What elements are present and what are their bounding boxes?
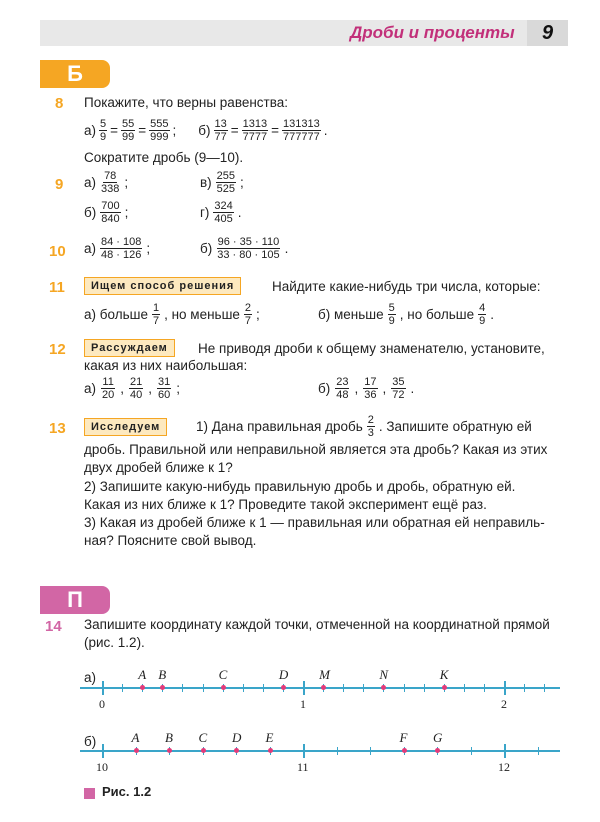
minor-tick xyxy=(484,684,485,692)
fraction: $\frac{84 \cdot 108}{48 \cdot 126}$ xyxy=(101,236,142,261)
point-label: C xyxy=(198,730,208,745)
task9-v: в) $\frac{255}{525}$ ; xyxy=(200,170,244,195)
point-marker xyxy=(268,748,273,753)
major-tick xyxy=(504,681,506,695)
fraction: $\frac{11}{20}$ xyxy=(102,376,115,401)
task-number: 9 xyxy=(55,176,64,193)
item-label: а) xyxy=(84,123,97,138)
task-number: 12 xyxy=(49,341,66,358)
point-label: K xyxy=(439,667,449,682)
reasoning-label: Рассуждаем xyxy=(84,339,175,357)
task13-line4: 2) Запишите какую-нибудь правильную дробь и дробь, обратную ей. xyxy=(84,479,516,494)
line-b-label: б) xyxy=(84,734,97,749)
task9-g: г) $\frac{324}{405}$ . xyxy=(200,200,242,225)
fraction: $\frac{4}{9}$ xyxy=(479,302,486,327)
major-tick xyxy=(102,681,104,695)
fraction: $\frac{31}{60}$ xyxy=(158,376,171,401)
major-tick xyxy=(303,681,305,695)
line-a-label: а) xyxy=(84,670,97,685)
point-label: F xyxy=(399,730,408,745)
point-label: B xyxy=(165,730,173,745)
caption-marker xyxy=(84,788,95,799)
fraction: $\frac{5}{9}$ xyxy=(100,118,107,143)
task-number: 14 xyxy=(45,618,62,635)
fraction: $\frac{13}{77}$ xyxy=(214,118,227,143)
reduce-instruction: Сократите дробь (9—10). xyxy=(84,150,244,165)
explore-label: Исследуем xyxy=(84,418,167,436)
point-label: D xyxy=(278,667,289,682)
point-marker xyxy=(281,685,286,690)
point-marker xyxy=(201,748,206,753)
major-tick xyxy=(102,744,104,758)
point-marker xyxy=(160,685,165,690)
point-marker xyxy=(221,685,226,690)
minor-tick xyxy=(263,684,264,692)
fraction: $\frac{1313}{7777}$ xyxy=(242,118,268,143)
minor-tick xyxy=(404,684,405,692)
number-line-b xyxy=(80,730,580,778)
fraction: $\frac{555}{999}$ xyxy=(150,118,169,143)
axis-line xyxy=(80,750,560,752)
section-badge-p: П xyxy=(40,586,110,614)
number-line-a xyxy=(80,667,580,715)
task8-equalities: а) $\frac{5}{9}$ = $\frac{55}{99}$ = $\frac{555}{999}$ ; б) $\frac{13}{77}$ = $\frac{1313}{7777}$ = $\frac{131313}{777777}$ . xyxy=(84,118,328,143)
minor-tick xyxy=(122,684,123,692)
axis-number-label: 0 xyxy=(99,697,105,711)
point-label: D xyxy=(232,730,242,745)
major-tick xyxy=(504,744,506,758)
task13-line5: Какая из них ближе к 1? Проведите такой эксперимент ещё раз. xyxy=(84,497,487,512)
fraction: $\frac{2}{3}$ xyxy=(367,414,374,439)
minor-tick xyxy=(424,684,425,692)
fraction: $\frac{78}{338}$ xyxy=(101,170,120,195)
point-label: G xyxy=(433,730,443,745)
task11-text: Найдите какие-нибудь три числа, которые: xyxy=(272,279,541,294)
task13-line3: двух дробей ближе к 1? xyxy=(84,460,233,475)
task14-line2: (рис. 1.2). xyxy=(84,635,145,650)
fraction: $\frac{55}{99}$ xyxy=(122,118,135,143)
task14-line1: Запишите координату каждой точки, отмеченной на координатной прямой xyxy=(84,617,550,632)
axis-number-label: 2 xyxy=(501,697,507,711)
minor-tick xyxy=(538,747,539,755)
task8-text: Покажите, что верны равенства: xyxy=(84,95,289,110)
task-number: 13 xyxy=(49,420,66,437)
axis-number-label: 12 xyxy=(498,760,510,774)
figure-caption: Рис. 1.2 xyxy=(102,784,152,799)
task11-a: а) больше $\frac{1}{7}$ , но меньше $\frac{2}{7}$ ; xyxy=(84,302,260,327)
axis-number-label: 10 xyxy=(96,760,108,774)
point-label: A xyxy=(131,730,140,745)
task13-line1: 1) Дана правильная дробь $\frac{2}{3}$ . Запишите обратную ей xyxy=(196,414,532,439)
task10-b: б) $\frac{96 \cdot 35 \cdot 110}{33 \cdot 80 \cdot 105}$ . xyxy=(200,236,289,261)
point-label: C xyxy=(218,667,228,682)
fraction: $\frac{23}{48}$ xyxy=(336,376,349,401)
minor-tick xyxy=(370,747,371,755)
item-label: б) xyxy=(198,123,211,138)
task-number: 11 xyxy=(49,279,65,296)
point-marker xyxy=(381,685,386,690)
point-label: A xyxy=(138,667,147,682)
minor-tick xyxy=(464,684,465,692)
task12-b: б) $\frac{23}{48}$ , $\frac{17}{36}$ , $\frac{35}{72}$ . xyxy=(318,376,415,401)
point-marker xyxy=(442,685,447,690)
minor-tick xyxy=(343,684,344,692)
section-badge-b: Б xyxy=(40,60,110,88)
fraction: $\frac{1}{7}$ xyxy=(152,302,160,327)
minor-tick xyxy=(337,747,338,755)
minor-tick xyxy=(544,684,545,692)
point-marker xyxy=(234,748,239,753)
minor-tick xyxy=(182,684,183,692)
task13-line7: ная? Поясните свой вывод. xyxy=(84,533,257,548)
minor-tick xyxy=(363,684,364,692)
point-marker xyxy=(402,748,407,753)
fraction: $\frac{17}{36}$ xyxy=(364,376,377,401)
page-header-title: Дроби и проценты xyxy=(350,23,515,42)
minor-tick xyxy=(243,684,244,692)
task12-text1: Не приводя дроби к общему знаменателю, установите, xyxy=(198,341,545,356)
minor-tick xyxy=(203,684,204,692)
minor-tick xyxy=(524,684,525,692)
fraction: $\frac{2}{7}$ xyxy=(244,302,252,327)
fraction: $\frac{21}{40}$ xyxy=(130,376,143,401)
point-marker xyxy=(134,748,139,753)
point-marker xyxy=(435,748,440,753)
fraction: $\frac{255}{525}$ xyxy=(216,170,236,195)
task10-a: а) $\frac{84 \cdot 108}{48 \cdot 126}$ ; xyxy=(84,236,151,261)
task-number: 8 xyxy=(55,95,64,112)
point-label: M xyxy=(319,667,330,682)
minor-tick xyxy=(471,747,472,755)
task11-b: б) меньше $\frac{5}{9}$ , но больше $\frac{4}{9}$ . xyxy=(318,302,495,327)
point-label: E xyxy=(265,730,274,745)
fraction: $\frac{324}{405}$ xyxy=(214,200,233,225)
task9-a: а) $\frac{78}{338}$ ; xyxy=(84,170,129,195)
point-label: B xyxy=(158,667,167,682)
fraction: $\frac{35}{72}$ xyxy=(392,376,405,401)
page-number: 9 xyxy=(527,20,568,46)
axis-line xyxy=(80,687,560,689)
point-label: N xyxy=(379,667,389,682)
task13-line2: дробь. Правильной или неправильной является эта дробь? Какая из этих xyxy=(84,442,548,457)
fraction: $\frac{131313}{777777}$ xyxy=(283,118,320,143)
point-marker xyxy=(321,685,326,690)
task12-a: а) $\frac{11}{20}$ , $\frac{21}{40}$ , $\frac{31}{60}$ ; xyxy=(84,376,181,401)
task13-line6: 3) Какая из дробей ближе к 1 — правильная или обратная ей неправиль- xyxy=(84,515,545,530)
fraction: $\frac{96 \cdot 35 \cdot 110}{33 \cdot 80 \cdot 105}$ xyxy=(217,236,280,261)
fraction: $\frac{5}{9}$ xyxy=(388,302,395,327)
major-tick xyxy=(303,744,305,758)
fraction: $\frac{700}{840}$ xyxy=(101,200,120,225)
axis-number-label: 1 xyxy=(300,697,306,711)
axis-number-label: 11 xyxy=(297,760,309,774)
task12-text2: какая из них наибольшая: xyxy=(84,358,248,373)
task9-b: б) $\frac{700}{840}$ ; xyxy=(84,200,129,225)
point-marker xyxy=(167,748,172,753)
point-marker xyxy=(140,685,145,690)
task-number: 10 xyxy=(49,243,66,260)
method-label: Ищем способ решения xyxy=(84,277,241,295)
